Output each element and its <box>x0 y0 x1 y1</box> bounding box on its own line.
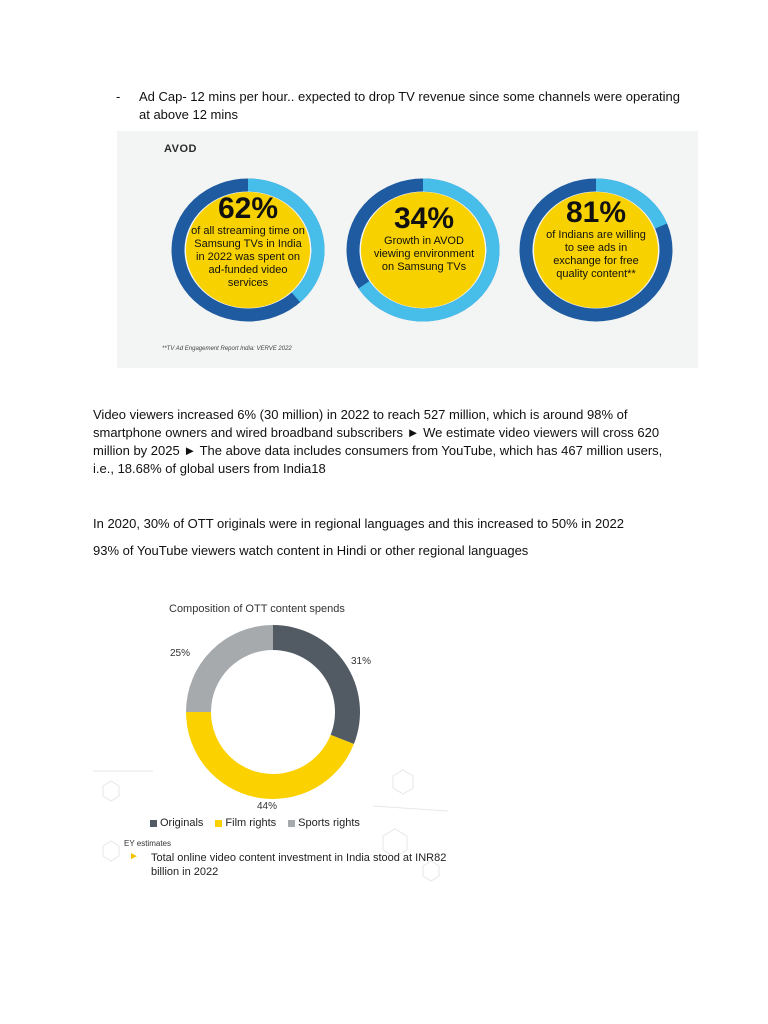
legend-film-rights <box>215 817 276 829</box>
ring-3-text <box>541 197 651 281</box>
bullet-text: Ad Cap- 12 mins per hour.. expected to drop TV revenue since some channels were operating at above 12 mins <box>139 89 681 122</box>
bullet-marker: - <box>116 89 121 104</box>
chart-legend <box>150 817 360 829</box>
chart-title: Composition of OTT content spends <box>169 603 345 615</box>
ott-spend-chart <box>93 596 448 892</box>
ring-3-percent: 81% <box>565 196 627 229</box>
label-originals-pct: 31% <box>351 656 372 667</box>
donut-slice-sports-rights <box>186 625 273 712</box>
investment-note: Total online video content investment in India stood at INR82 billion in 2022 <box>151 852 447 878</box>
legend-sports-rights <box>288 817 360 829</box>
ring-1-percent: 62% <box>217 192 279 225</box>
ring-1-caption: of all streaming time on Samsung TVs in India in 2022 was spent on ad-funded video services <box>191 225 305 289</box>
legend-label-film-rights: Film rights <box>225 817 277 829</box>
paragraph-video-viewers: Video viewers increased 6% (30 million) in 2022 to reach 527 million, which is around 98% of smartphone owners and wired broadband subscribers ► We estimate video viewers will cross 620 million by 2025 ► The above data includes consumers from YouTube, which has 467 million users, i.e., 18.68% of global users from India18 <box>93 407 663 476</box>
ring-2-percent: 34% <box>393 202 455 235</box>
legend-swatch-originals <box>150 820 157 827</box>
ring-2-caption: Growth in AVOD viewing environment on Samsung TVs <box>373 235 475 273</box>
avod-source: **TV Ad Engagement Report India: VERVE 2022 <box>162 346 292 352</box>
legend-label-sports-rights: Sports rights <box>298 817 360 829</box>
estimate-label: EY estimates <box>124 839 171 848</box>
ring-1-text <box>191 193 305 290</box>
donut-slice-film-rights <box>186 712 354 799</box>
legend-originals <box>150 817 203 829</box>
legend-label-originals: Originals <box>160 817 204 829</box>
legend-swatch-film-rights <box>215 820 222 827</box>
ring-3-caption: of Indians are willing to see ads in exchange for free quality content** <box>546 229 646 280</box>
label-sports-rights-pct: 25% <box>170 648 191 659</box>
arrow-icon: ► <box>129 851 139 862</box>
paragraph-ott-originals: In 2020, 30% of OTT originals were in regional languages and this increased to 50% in 2022 <box>93 516 624 531</box>
avod-infographic <box>117 131 698 368</box>
legend-swatch-sports-rights <box>288 820 295 827</box>
avod-title: AVOD <box>164 143 197 155</box>
donut-slice-originals <box>273 625 360 744</box>
paragraph-youtube-viewers: 93% of YouTube viewers watch content in Hindi or other regional languages <box>93 543 529 558</box>
ring-2-text <box>369 203 479 274</box>
label-film-rights-pct: 44% <box>257 801 278 812</box>
